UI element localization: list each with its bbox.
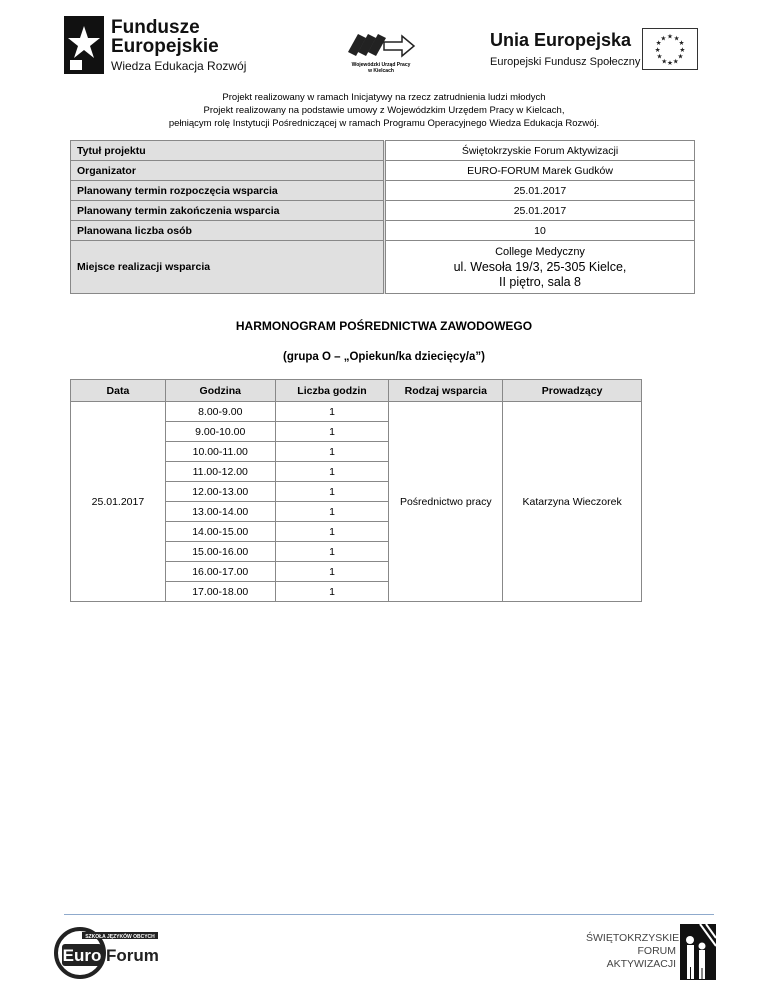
time-cell: 11.00-12.00 (165, 462, 275, 482)
time-cell: 13.00-14.00 (165, 502, 275, 522)
schedule-title: HARMONOGRAM POŚREDNICTWA ZAWODOWEGO (235, 319, 533, 333)
svg-text:★: ★ (667, 32, 673, 41)
info-row (71, 181, 695, 201)
header-trainer: Prowadzący (503, 380, 642, 402)
hours-cell: 1 (275, 522, 389, 542)
info-value: 10 (385, 221, 695, 241)
eu-flag-icon (642, 28, 698, 70)
svg-text:★: ★ (679, 45, 686, 54)
hours-cell: 1 (275, 562, 389, 582)
svg-text:★: ★ (654, 45, 661, 54)
people-silhouette-icon (680, 924, 716, 980)
euro-forum-emblem-icon (54, 926, 174, 980)
info-label: Planowana liczba osób (71, 221, 385, 241)
info-value: 25.01.2017 (385, 181, 695, 201)
euro-forum-logo (54, 926, 174, 980)
project-intro (0, 91, 768, 130)
fundusze-europejskie-logo (64, 14, 264, 76)
location-line-3: II piętro, sala 8 (499, 274, 581, 289)
wup-logo-text: Wojewódzki Urząd Pracy w Kielcach (351, 62, 411, 74)
ue-logo-subtitle: Europejski Fundusz Społeczny (490, 56, 641, 68)
time-cell: 10.00-11.00 (165, 442, 275, 462)
header-time: Godzina (165, 380, 275, 402)
info-row (71, 201, 695, 221)
info-label: Planowany termin zakończenia wsparcia (71, 201, 385, 221)
info-label: Tytuł projektu (71, 141, 385, 161)
info-row (71, 141, 695, 161)
svg-text:★: ★ (661, 57, 668, 66)
svg-text:★: ★ (677, 52, 684, 61)
svg-text:★: ★ (656, 52, 663, 61)
schedule-header-row (71, 380, 642, 402)
info-row (71, 221, 695, 241)
schedule-subtitle: (grupa O – „Opiekun/ka dziecięcy/a”) (283, 351, 485, 363)
unia-europejska-logo (484, 28, 710, 74)
sfa-logo-text: ŚWIĘTOKRZYSKIE FORUM AKTYWIZACJI (586, 932, 680, 970)
intro-line-3: pełniącym rolę Instytucji Pośredniczącej w ramach Programu Operacyjnego Wiedza Edukacja Rozwój. (168, 118, 600, 129)
hours-cell: 1 (275, 482, 389, 502)
info-value: Świętokrzyskie Forum Aktywizacji (385, 141, 695, 161)
header-hours: Liczba godzin (275, 380, 389, 402)
hours-cell: 1 (275, 462, 389, 482)
hours-cell: 1 (275, 402, 389, 422)
location-value (385, 241, 695, 294)
info-row (71, 161, 695, 181)
swietokrzyskie-forum-logo (586, 924, 716, 984)
svg-text:★: ★ (672, 57, 679, 66)
info-value: EURO-FORUM Marek Gudków (385, 161, 695, 181)
fe-logo-title: Fundusze Europejskie (111, 17, 219, 57)
svg-text:★: ★ (678, 39, 685, 48)
hours-cell: 1 (275, 582, 389, 602)
project-info-table (70, 140, 695, 294)
ue-logo-title: Unia Europejska (490, 30, 632, 50)
location-line-2: ul. Wesoła 19/3, 25-305 Kielce, (453, 259, 627, 274)
info-label: Organizator (71, 161, 385, 181)
support-type-cell: Pośrednictwo pracy (389, 402, 503, 602)
svg-text:★: ★ (660, 34, 667, 43)
time-cell: 8.00-9.00 (165, 402, 275, 422)
svg-text:★: ★ (673, 34, 680, 43)
time-cell: 17.00-18.00 (165, 582, 275, 602)
table-row (71, 402, 642, 422)
schedule-table (70, 379, 642, 602)
info-value: 25.01.2017 (385, 201, 695, 221)
location-line-1: College Medyczny (495, 245, 585, 258)
time-cell: 16.00-17.00 (165, 562, 275, 582)
hours-cell: 1 (275, 442, 389, 462)
hours-cell: 1 (275, 502, 389, 522)
intro-line-1: Projekt realizowany w ramach Inicjatywy na rzecz zatrudnienia ludzi młodych (222, 92, 546, 103)
wup-logo (344, 28, 418, 82)
hours-cell: 1 (275, 422, 389, 442)
hours-cell: 1 (275, 542, 389, 562)
euro-word: Euro (62, 946, 102, 965)
intro-line-2: Projekt realizowany na podstawie umowy z Wojewódzkim Urzędem Pracy w Kielcach, (203, 105, 565, 116)
trainer-cell: Katarzyna Wieczorek (503, 402, 642, 602)
info-label: Planowany termin rozpoczęcia wsparcia (71, 181, 385, 201)
info-row-location (71, 241, 695, 294)
header-date: Data (71, 380, 166, 402)
fe-logo-subtitle: Wiedza Edukacja Rozwój (111, 59, 247, 73)
svg-text:★: ★ (655, 39, 662, 48)
footer-divider (64, 914, 714, 915)
date-cell: 25.01.2017 (71, 402, 166, 602)
fe-star-icon (64, 16, 104, 74)
euro-forum-small-text: SZKOŁA JĘZYKÓW OBCYCH (85, 934, 155, 940)
time-cell: 14.00-15.00 (165, 522, 275, 542)
header-support-type: Rodzaj wsparcia (389, 380, 503, 402)
time-cell: 15.00-16.00 (165, 542, 275, 562)
time-cell: 12.00-13.00 (165, 482, 275, 502)
wup-arrow-icon (344, 28, 418, 62)
location-label: Miejsce realizacji wsparcia (71, 241, 385, 294)
forum-word: Forum (106, 946, 159, 965)
svg-text:★: ★ (667, 59, 673, 68)
time-cell: 9.00-10.00 (165, 422, 275, 442)
